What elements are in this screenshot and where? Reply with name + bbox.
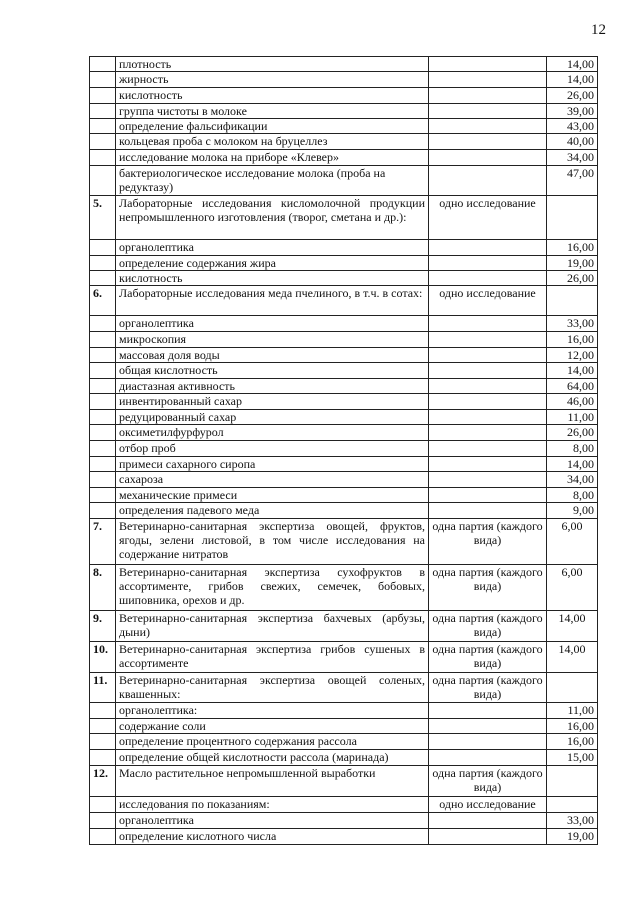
item-price: 34,00 [547,150,598,166]
row-number [90,104,116,119]
table-row [90,363,598,379]
row-number: 9. [90,611,116,642]
table-row [90,119,598,134]
table-row [90,348,598,363]
row-number [90,119,116,134]
item-price: 33,00 [547,813,598,829]
unit-of-measure: одна партия (каждого вида) [429,611,547,642]
unit-of-measure [429,256,547,271]
item-name: Лабораторные исследования меда пчелиного, в т.ч. в сотах: [116,286,429,316]
unit-of-measure [429,348,547,363]
item-price: 14,00 [547,363,598,379]
unit-of-measure: одно исследование [429,196,547,240]
item-name: Ветеринарно-санитарная экспертиза овощей, фруктов, ягоды, зелени листовой, в том числе исследования на содержание нитратов [116,519,429,565]
row-number: 6. [90,286,116,316]
item-price [547,766,598,797]
unit-of-measure [429,425,547,441]
table-row [90,565,598,611]
item-price: 14,00 [547,72,598,88]
unit-of-measure [429,88,547,104]
item-name: Ветеринарно-санитарная экспертиза бахчевых (арбузы, дыни) [116,611,429,642]
table-row [90,503,598,519]
item-price: 8,00 [547,488,598,503]
table-row [90,410,598,425]
table-row [90,441,598,457]
item-name: Ветеринарно-санитарная экспертиза сухофруктов в ассортименте, грибов свежих, семечек, бобовых, шиповника, орехов и др. [116,565,429,611]
item-price: 33,00 [547,316,598,332]
row-number [90,813,116,829]
unit-of-measure [429,363,547,379]
unit-of-measure [429,457,547,472]
item-name: Лабораторные исследования кисломолочной продукции непромышленного изготовления (творог, сметана и др.): [116,196,429,240]
item-name: Ветеринарно-санитарная экспертиза грибов сушеных в ассортименте [116,642,429,673]
unit-of-measure: одна партия (каждого вида) [429,673,547,703]
item-name: механические примеси [116,488,429,503]
item-name: сахароза [116,472,429,488]
table-row [90,196,598,240]
unit-of-measure [429,719,547,734]
unit-of-measure: одна партия (каждого вида) [429,766,547,797]
item-name: плотность [116,57,429,72]
item-name: оксиметилфурфурол [116,425,429,441]
row-number [90,472,116,488]
item-price: 14,00 [547,642,598,673]
unit-of-measure [429,441,547,457]
page-number: 12 [591,22,606,38]
row-number [90,394,116,410]
row-number [90,240,116,256]
unit-of-measure [429,104,547,119]
row-number [90,719,116,734]
item-price: 16,00 [547,719,598,734]
item-name: определение фальсификации [116,119,429,134]
table-row [90,829,598,845]
row-number [90,750,116,766]
row-number [90,150,116,166]
item-name: диастазная активность [116,379,429,394]
item-name: определение процентного содержания рассола [116,734,429,750]
row-number [90,425,116,441]
unit-of-measure [429,394,547,410]
table-row [90,271,598,286]
item-price [547,286,598,316]
row-number: 7. [90,519,116,565]
item-name: Ветеринарно-санитарная экспертиза овощей соленых, квашенных: [116,673,429,703]
row-number [90,57,116,72]
item-name: инвентированный сахар [116,394,429,410]
table-row [90,286,598,316]
row-number [90,410,116,425]
row-number: 5. [90,196,116,240]
item-name: бактериологическое исследование молока (проба на редуктазу) [116,166,429,196]
item-price: 64,00 [547,379,598,394]
item-name: кольцевая проба с молоком на бруцеллез [116,134,429,150]
unit-of-measure [429,150,547,166]
row-number [90,379,116,394]
item-price: 16,00 [547,240,598,256]
table-row [90,134,598,150]
item-price: 6,00 [547,519,598,565]
row-number [90,734,116,750]
item-price: 26,00 [547,425,598,441]
price-list-body [90,57,598,845]
unit-of-measure: одна партия (каждого вида) [429,519,547,565]
row-number [90,797,116,813]
table-row [90,57,598,72]
item-name: Масло растительное непромышленной выработки [116,766,429,797]
table-row [90,766,598,797]
unit-of-measure [429,488,547,503]
row-number: 12. [90,766,116,797]
row-number [90,332,116,348]
row-number [90,166,116,196]
item-name: исследование молока на приборе «Клевер» [116,150,429,166]
table-row [90,88,598,104]
item-price: 15,00 [547,750,598,766]
unit-of-measure [429,332,547,348]
table-row [90,703,598,719]
row-number [90,271,116,286]
item-name: кислотность [116,271,429,286]
row-number [90,703,116,719]
unit-of-measure [429,734,547,750]
item-name: исследования по показаниям: [116,797,429,813]
row-number [90,829,116,845]
item-price: 16,00 [547,734,598,750]
unit-of-measure [429,703,547,719]
unit-of-measure [429,472,547,488]
item-price: 47,00 [547,166,598,196]
item-name: кислотность [116,88,429,104]
item-price: 14,00 [547,611,598,642]
item-name: определение содержания жира [116,256,429,271]
table-row [90,750,598,766]
row-number [90,503,116,519]
table-row [90,72,598,88]
row-number: 10. [90,642,116,673]
item-price: 14,00 [547,57,598,72]
unit-of-measure [429,813,547,829]
row-number [90,363,116,379]
item-name: примеси сахарного сиропа [116,457,429,472]
item-price: 11,00 [547,703,598,719]
table-row [90,379,598,394]
unit-of-measure [429,72,547,88]
item-price: 34,00 [547,472,598,488]
item-price [547,797,598,813]
row-number [90,457,116,472]
table-row [90,316,598,332]
item-name: отбор проб [116,441,429,457]
unit-of-measure [429,750,547,766]
unit-of-measure: одна партия (каждого вида) [429,642,547,673]
item-price: 16,00 [547,332,598,348]
unit-of-measure [429,503,547,519]
item-price: 9,00 [547,503,598,519]
item-price: 19,00 [547,256,598,271]
item-name: жирность [116,72,429,88]
table-row [90,734,598,750]
item-price: 6,00 [547,565,598,611]
unit-of-measure [429,829,547,845]
row-number [90,256,116,271]
table-row [90,457,598,472]
table-row [90,166,598,196]
row-number [90,88,116,104]
row-number [90,316,116,332]
item-name: общая кислотность [116,363,429,379]
unit-of-measure [429,379,547,394]
table-row [90,488,598,503]
row-number [90,134,116,150]
item-price: 14,00 [547,457,598,472]
item-name: массовая доля воды [116,348,429,363]
item-name: органолептика: [116,703,429,719]
item-price: 26,00 [547,271,598,286]
unit-of-measure: одно исследование [429,797,547,813]
item-name: группа чистоты в молоке [116,104,429,119]
table-row [90,256,598,271]
table-row [90,394,598,410]
unit-of-measure [429,410,547,425]
unit-of-measure: одна партия (каждого вида) [429,565,547,611]
row-number [90,488,116,503]
table-row [90,673,598,703]
item-price: 40,00 [547,134,598,150]
row-number: 11. [90,673,116,703]
row-number [90,348,116,363]
table-row [90,425,598,441]
unit-of-measure [429,119,547,134]
item-price: 8,00 [547,441,598,457]
unit-of-measure [429,271,547,286]
unit-of-measure [429,166,547,196]
item-name: определение общей кислотности рассола (маринада) [116,750,429,766]
unit-of-measure [429,57,547,72]
unit-of-measure [429,316,547,332]
item-name: определения падевого меда [116,503,429,519]
item-price: 46,00 [547,394,598,410]
table-row [90,240,598,256]
table-row [90,797,598,813]
table-row [90,642,598,673]
row-number [90,72,116,88]
table-row [90,472,598,488]
item-price: 11,00 [547,410,598,425]
item-price [547,673,598,703]
unit-of-measure [429,134,547,150]
item-name: содержание соли [116,719,429,734]
item-price: 19,00 [547,829,598,845]
item-name: микроскопия [116,332,429,348]
item-price [547,196,598,240]
unit-of-measure: одно исследование [429,286,547,316]
item-name: редуцированный сахар [116,410,429,425]
row-number [90,441,116,457]
table-row [90,519,598,565]
table-row [90,332,598,348]
item-name: органолептика [116,316,429,332]
item-price: 26,00 [547,88,598,104]
item-price: 43,00 [547,119,598,134]
table-row [90,150,598,166]
item-price: 39,00 [547,104,598,119]
table-row [90,813,598,829]
row-number: 8. [90,565,116,611]
item-name: органолептика [116,813,429,829]
item-name: определение кислотного числа [116,829,429,845]
table-row [90,104,598,119]
table-row [90,719,598,734]
table-row [90,611,598,642]
unit-of-measure [429,240,547,256]
price-list-table [89,56,598,845]
item-price: 12,00 [547,348,598,363]
item-name: органолептика [116,240,429,256]
